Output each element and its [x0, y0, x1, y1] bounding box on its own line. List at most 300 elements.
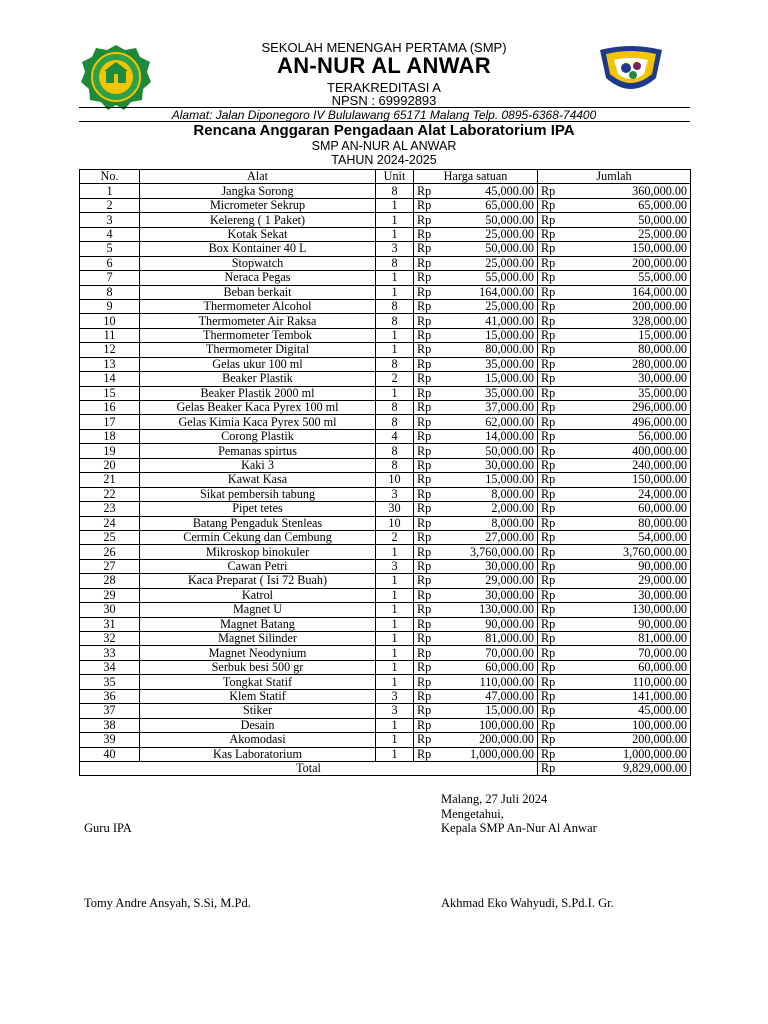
row-jumlah-currency: Rp	[538, 617, 560, 631]
accreditation: TERAKREDITASI A	[327, 80, 441, 95]
row-harga: 37,000.00	[438, 401, 538, 415]
table-row	[80, 256, 691, 270]
row-no: 11	[80, 328, 140, 342]
row-alat: Mikroskop binokuler	[140, 545, 376, 559]
row-harga-currency: Rp	[414, 545, 438, 559]
row-no: 20	[80, 458, 140, 472]
row-harga: 25,000.00	[438, 299, 538, 313]
row-no: 34	[80, 660, 140, 674]
row-alat: Kaca Preparat ( Isi 72 Buah)	[140, 574, 376, 588]
row-harga: 14,000.00	[438, 429, 538, 443]
row-jumlah: 30,000.00	[560, 588, 691, 602]
document-title: Rencana Anggaran Pengadaan Alat Laboratorium IPA	[193, 122, 575, 139]
row-jumlah: 54,000.00	[560, 530, 691, 544]
row-harga-currency: Rp	[414, 733, 438, 747]
row-harga: 45,000.00	[438, 184, 538, 198]
row-no: 7	[80, 271, 140, 285]
row-jumlah-currency: Rp	[538, 386, 560, 400]
row-unit: 1	[376, 646, 414, 660]
row-harga: 29,000.00	[438, 574, 538, 588]
row-harga-currency: Rp	[414, 444, 438, 458]
row-jumlah-currency: Rp	[538, 487, 560, 501]
row-jumlah: 45,000.00	[560, 704, 691, 718]
row-unit: 3	[376, 559, 414, 573]
header-alat: Alat	[140, 170, 376, 184]
row-unit: 1	[376, 603, 414, 617]
row-jumlah-currency: Rp	[538, 299, 560, 313]
row-no: 28	[80, 574, 140, 588]
row-harga: 30,000.00	[438, 458, 538, 472]
school-name: AN-NUR AL ANWAR	[277, 53, 491, 78]
row-jumlah: 35,000.00	[560, 386, 691, 400]
row-unit: 30	[376, 502, 414, 516]
row-no: 38	[80, 718, 140, 732]
row-harga: 55,000.00	[438, 271, 538, 285]
row-alat: Kotak Sekat	[140, 227, 376, 241]
table-row	[80, 415, 691, 429]
row-harga: 110,000.00	[438, 675, 538, 689]
row-alat: Beban berkait	[140, 285, 376, 299]
row-jumlah-currency: Rp	[538, 372, 560, 386]
row-alat: Kelereng ( 1 Paket)	[140, 213, 376, 227]
row-no: 18	[80, 429, 140, 443]
row-harga-currency: Rp	[414, 559, 438, 573]
table-row	[80, 458, 691, 472]
right-signatory-role: Kepala SMP An-Nur Al Anwar	[441, 821, 597, 835]
document-year: TAHUN 2024-2025	[331, 153, 437, 167]
row-jumlah: 400,000.00	[560, 444, 691, 458]
row-jumlah: 100,000.00	[560, 718, 691, 732]
table-row	[80, 357, 691, 371]
school-type: SEKOLAH MENENGAH PERTAMA (SMP)	[261, 40, 507, 55]
row-no: 9	[80, 299, 140, 313]
row-no: 12	[80, 343, 140, 357]
row-jumlah: 1,000,000.00	[560, 747, 691, 761]
row-unit: 1	[376, 574, 414, 588]
row-harga-currency: Rp	[414, 299, 438, 313]
row-jumlah: 3,760,000.00	[560, 545, 691, 559]
row-harga-currency: Rp	[414, 328, 438, 342]
row-jumlah: 240,000.00	[560, 458, 691, 472]
row-jumlah-currency: Rp	[538, 458, 560, 472]
row-alat: Tongkat Statif	[140, 675, 376, 689]
row-alat: Thermometer Air Raksa	[140, 314, 376, 328]
row-harga: 30,000.00	[438, 559, 538, 573]
row-alat: Akomodasi	[140, 733, 376, 747]
row-jumlah-currency: Rp	[538, 646, 560, 660]
table-row	[80, 227, 691, 241]
row-jumlah: 200,000.00	[560, 299, 691, 313]
row-alat: Magnet U	[140, 603, 376, 617]
row-harga-currency: Rp	[414, 487, 438, 501]
table-row	[80, 632, 691, 646]
row-jumlah-currency: Rp	[538, 574, 560, 588]
total-row	[80, 761, 691, 775]
row-jumlah: 130,000.00	[560, 603, 691, 617]
row-jumlah: 80,000.00	[560, 343, 691, 357]
row-jumlah: 60,000.00	[560, 502, 691, 516]
table-row	[80, 588, 691, 602]
row-jumlah-currency: Rp	[538, 516, 560, 530]
row-harga-currency: Rp	[414, 198, 438, 212]
row-harga: 1,000,000.00	[438, 747, 538, 761]
row-jumlah-currency: Rp	[538, 660, 560, 674]
row-harga: 80,000.00	[438, 343, 538, 357]
row-alat: Magnet Neodynium	[140, 646, 376, 660]
left-signatory-name: Tomy Andre Ansyah, S.Si, M.Pd.	[84, 896, 251, 910]
row-harga: 90,000.00	[438, 617, 538, 631]
row-harga-currency: Rp	[414, 603, 438, 617]
row-alat: Jangka Sorong	[140, 184, 376, 198]
row-jumlah: 296,000.00	[560, 401, 691, 415]
row-alat: Corong Plastik	[140, 429, 376, 443]
row-unit: 1	[376, 213, 414, 227]
row-alat: Beaker Plastik 2000 ml	[140, 386, 376, 400]
row-no: 17	[80, 415, 140, 429]
row-unit: 10	[376, 516, 414, 530]
row-harga: 47,000.00	[438, 689, 538, 703]
row-jumlah: 29,000.00	[560, 574, 691, 588]
row-jumlah-currency: Rp	[538, 271, 560, 285]
row-harga: 35,000.00	[438, 386, 538, 400]
table-row	[80, 314, 691, 328]
row-harga-currency: Rp	[414, 429, 438, 443]
table-row	[80, 213, 691, 227]
table-row	[80, 660, 691, 674]
row-unit: 1	[376, 343, 414, 357]
row-alat: Gelas ukur 100 ml	[140, 357, 376, 371]
row-alat: Gelas Kimia Kaca Pyrex 500 ml	[140, 415, 376, 429]
row-jumlah-currency: Rp	[538, 632, 560, 646]
row-unit: 1	[376, 227, 414, 241]
row-jumlah: 70,000.00	[560, 646, 691, 660]
row-harga-currency: Rp	[414, 704, 438, 718]
row-no: 14	[80, 372, 140, 386]
row-harga: 50,000.00	[438, 444, 538, 458]
row-no: 30	[80, 603, 140, 617]
row-jumlah-currency: Rp	[538, 545, 560, 559]
row-jumlah-currency: Rp	[538, 314, 560, 328]
row-unit: 4	[376, 429, 414, 443]
row-harga-currency: Rp	[414, 213, 438, 227]
row-harga-currency: Rp	[414, 473, 438, 487]
row-harga-currency: Rp	[414, 357, 438, 371]
row-jumlah-currency: Rp	[538, 256, 560, 270]
row-harga: 164,000.00	[438, 285, 538, 299]
row-jumlah-currency: Rp	[538, 704, 560, 718]
row-harga-currency: Rp	[414, 242, 438, 256]
row-jumlah-currency: Rp	[538, 689, 560, 703]
row-harga: 2,000.00	[438, 502, 538, 516]
row-unit: 3	[376, 242, 414, 256]
row-jumlah: 496,000.00	[560, 415, 691, 429]
row-unit: 2	[376, 530, 414, 544]
row-alat: Stopwatch	[140, 256, 376, 270]
row-no: 19	[80, 444, 140, 458]
row-jumlah: 328,000.00	[560, 314, 691, 328]
row-jumlah: 81,000.00	[560, 632, 691, 646]
row-unit: 8	[376, 401, 414, 415]
table-row	[80, 473, 691, 487]
table-row	[80, 747, 691, 761]
row-harga-currency: Rp	[414, 285, 438, 299]
row-alat: Desain	[140, 718, 376, 732]
row-harga-currency: Rp	[414, 660, 438, 674]
row-jumlah-currency: Rp	[538, 603, 560, 617]
row-jumlah: 24,000.00	[560, 487, 691, 501]
row-harga: 15,000.00	[438, 328, 538, 342]
total-label: Total	[80, 761, 538, 775]
table-row	[80, 487, 691, 501]
row-alat: Batang Pengaduk Stenleas	[140, 516, 376, 530]
row-unit: 1	[376, 386, 414, 400]
row-no: 13	[80, 357, 140, 371]
row-no: 22	[80, 487, 140, 501]
row-harga: 15,000.00	[438, 704, 538, 718]
row-jumlah: 60,000.00	[560, 660, 691, 674]
row-unit: 3	[376, 689, 414, 703]
row-harga: 65,000.00	[438, 198, 538, 212]
row-jumlah-currency: Rp	[538, 227, 560, 241]
table-header-row	[80, 170, 691, 184]
row-no: 23	[80, 502, 140, 516]
row-unit: 8	[376, 458, 414, 472]
row-no: 6	[80, 256, 140, 270]
row-harga-currency: Rp	[414, 588, 438, 602]
row-harga: 200,000.00	[438, 733, 538, 747]
row-unit: 2	[376, 372, 414, 386]
row-jumlah: 90,000.00	[560, 617, 691, 631]
row-jumlah-currency: Rp	[538, 502, 560, 516]
row-harga: 30,000.00	[438, 588, 538, 602]
document-subtitle: SMP AN-NUR AL ANWAR	[311, 139, 457, 153]
row-harga: 81,000.00	[438, 632, 538, 646]
table-row	[80, 704, 691, 718]
row-jumlah-currency: Rp	[538, 328, 560, 342]
row-unit: 8	[376, 256, 414, 270]
row-unit: 1	[376, 328, 414, 342]
row-jumlah: 25,000.00	[560, 227, 691, 241]
row-unit: 1	[376, 285, 414, 299]
table-row	[80, 401, 691, 415]
row-no: 35	[80, 675, 140, 689]
row-alat: Kaki 3	[140, 458, 376, 472]
row-alat: Cawan Petri	[140, 559, 376, 573]
row-alat: Klem Statif	[140, 689, 376, 703]
row-unit: 1	[376, 198, 414, 212]
row-jumlah-currency: Rp	[538, 213, 560, 227]
row-harga-currency: Rp	[414, 458, 438, 472]
table-row	[80, 444, 691, 458]
row-harga-currency: Rp	[414, 415, 438, 429]
row-harga: 3,760,000.00	[438, 545, 538, 559]
row-jumlah: 80,000.00	[560, 516, 691, 530]
table-row	[80, 285, 691, 299]
row-no: 8	[80, 285, 140, 299]
row-jumlah: 65,000.00	[560, 198, 691, 212]
row-harga-currency: Rp	[414, 675, 438, 689]
row-unit: 1	[376, 675, 414, 689]
row-no: 24	[80, 516, 140, 530]
row-jumlah: 110,000.00	[560, 675, 691, 689]
row-unit: 1	[376, 271, 414, 285]
row-no: 1	[80, 184, 140, 198]
row-alat: Kawat Kasa	[140, 473, 376, 487]
row-alat: Micrometer Sekrup	[140, 198, 376, 212]
row-jumlah-currency: Rp	[538, 444, 560, 458]
total-value: 9,829,000.00	[560, 761, 691, 775]
row-jumlah-currency: Rp	[538, 357, 560, 371]
row-jumlah-currency: Rp	[538, 429, 560, 443]
table-row	[80, 372, 691, 386]
table-row	[80, 574, 691, 588]
row-jumlah: 56,000.00	[560, 429, 691, 443]
row-harga-currency: Rp	[414, 314, 438, 328]
table-row	[80, 198, 691, 212]
row-jumlah-currency: Rp	[538, 675, 560, 689]
budget-table	[79, 169, 691, 776]
row-no: 5	[80, 242, 140, 256]
row-harga: 35,000.00	[438, 357, 538, 371]
row-harga-currency: Rp	[414, 617, 438, 631]
row-jumlah: 50,000.00	[560, 213, 691, 227]
header-unit: Unit	[376, 170, 414, 184]
row-harga: 50,000.00	[438, 213, 538, 227]
row-harga: 15,000.00	[438, 372, 538, 386]
table-row	[80, 516, 691, 530]
row-jumlah-currency: Rp	[538, 198, 560, 212]
table-row	[80, 646, 691, 660]
row-jumlah-currency: Rp	[538, 415, 560, 429]
row-harga-currency: Rp	[414, 689, 438, 703]
row-jumlah: 280,000.00	[560, 357, 691, 371]
row-unit: 8	[376, 299, 414, 313]
row-jumlah-currency: Rp	[538, 401, 560, 415]
row-unit: 1	[376, 747, 414, 761]
row-jumlah: 141,000.00	[560, 689, 691, 703]
table-row	[80, 603, 691, 617]
right-signatory-name: Akhmad Eko Wahyudi, S.Pd.I. Gr.	[441, 896, 614, 910]
row-jumlah: 164,000.00	[560, 285, 691, 299]
table-row	[80, 328, 691, 342]
row-jumlah: 360,000.00	[560, 184, 691, 198]
row-alat: Pipet tetes	[140, 502, 376, 516]
row-jumlah-currency: Rp	[538, 718, 560, 732]
row-alat: Sikat pembersih tabung	[140, 487, 376, 501]
row-alat: Thermometer Tembok	[140, 328, 376, 342]
row-no: 15	[80, 386, 140, 400]
row-jumlah: 200,000.00	[560, 256, 691, 270]
row-harga-currency: Rp	[414, 256, 438, 270]
header-jumlah: Jumlah	[538, 170, 691, 184]
row-alat: Thermometer Alcohol	[140, 299, 376, 313]
row-harga: 50,000.00	[438, 242, 538, 256]
row-no: 29	[80, 588, 140, 602]
table-row	[80, 559, 691, 573]
row-harga: 41,000.00	[438, 314, 538, 328]
school-address: Alamat: Jalan Diponegoro IV Bululawang 65171 Malang Telp. 0895-6368-74400	[171, 108, 597, 122]
row-unit: 1	[376, 545, 414, 559]
row-no: 36	[80, 689, 140, 703]
row-harga: 70,000.00	[438, 646, 538, 660]
row-no: 27	[80, 559, 140, 573]
table-row	[80, 386, 691, 400]
row-harga-currency: Rp	[414, 271, 438, 285]
row-no: 37	[80, 704, 140, 718]
row-unit: 1	[376, 588, 414, 602]
row-harga-currency: Rp	[414, 386, 438, 400]
row-harga-currency: Rp	[414, 646, 438, 660]
row-alat: Pemanas spirtus	[140, 444, 376, 458]
row-harga: 8,000.00	[438, 487, 538, 501]
table-row	[80, 675, 691, 689]
table-row	[80, 343, 691, 357]
row-harga-currency: Rp	[414, 502, 438, 516]
row-no: 4	[80, 227, 140, 241]
row-jumlah: 200,000.00	[560, 733, 691, 747]
row-alat: Kas Laboratorium	[140, 747, 376, 761]
row-alat: Cermin Cekung dan Cembung	[140, 530, 376, 544]
table-row	[80, 184, 691, 198]
table-row	[80, 733, 691, 747]
header-no: No.	[80, 170, 140, 184]
row-no: 26	[80, 545, 140, 559]
row-unit: 1	[376, 632, 414, 646]
row-harga-currency: Rp	[414, 184, 438, 198]
header-harga: Harga satuan	[414, 170, 538, 184]
row-harga-currency: Rp	[414, 401, 438, 415]
table-row	[80, 271, 691, 285]
row-unit: 1	[376, 660, 414, 674]
row-jumlah: 150,000.00	[560, 473, 691, 487]
table-row	[80, 545, 691, 559]
place-date: Malang, 27 Juli 2024	[441, 792, 548, 806]
row-harga-currency: Rp	[414, 227, 438, 241]
row-alat: Neraca Pegas	[140, 271, 376, 285]
row-alat: Magnet Batang	[140, 617, 376, 631]
row-no: 2	[80, 198, 140, 212]
row-no: 31	[80, 617, 140, 631]
row-alat: Gelas Beaker Kaca Pyrex 100 ml	[140, 401, 376, 415]
row-harga: 25,000.00	[438, 227, 538, 241]
table-row	[80, 689, 691, 703]
row-harga: 60,000.00	[438, 660, 538, 674]
row-jumlah-currency: Rp	[538, 559, 560, 573]
row-jumlah-currency: Rp	[538, 747, 560, 761]
row-no: 21	[80, 473, 140, 487]
row-jumlah: 150,000.00	[560, 242, 691, 256]
row-harga: 130,000.00	[438, 603, 538, 617]
row-unit: 1	[376, 718, 414, 732]
table-row	[80, 502, 691, 516]
total-currency: Rp	[538, 761, 560, 775]
row-jumlah-currency: Rp	[538, 184, 560, 198]
table-row	[80, 242, 691, 256]
row-no: 3	[80, 213, 140, 227]
row-no: 32	[80, 632, 140, 646]
npsn: NPSN : 69992893	[331, 93, 437, 108]
row-harga-currency: Rp	[414, 632, 438, 646]
row-harga-currency: Rp	[414, 530, 438, 544]
row-jumlah-currency: Rp	[538, 588, 560, 602]
row-no: 16	[80, 401, 140, 415]
row-unit: 3	[376, 487, 414, 501]
row-alat: Serbuk besi 500 gr	[140, 660, 376, 674]
table-body	[80, 184, 691, 762]
row-unit: 8	[376, 415, 414, 429]
table-row	[80, 617, 691, 631]
row-jumlah-currency: Rp	[538, 242, 560, 256]
